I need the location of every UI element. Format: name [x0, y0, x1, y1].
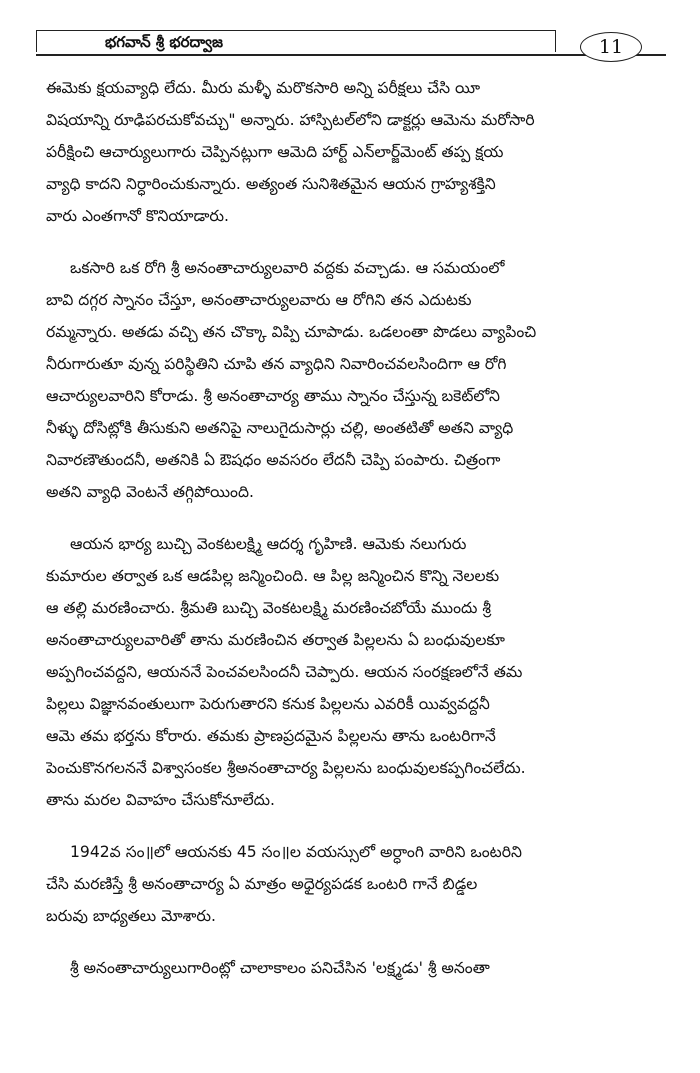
text-line: ఒకసారి ఒక రోగి శ్రీ అనంతాచార్యులవారి వద్దకు వచ్చాడు. ఆ సమయంలో	[70, 259, 505, 277]
text-line: కుమారుల తర్వాత ఒక ఆడపిల్ల జన్మించింది. ఆ పిల్ల జన్మించిన కొన్ని నెలలకు	[46, 567, 500, 585]
text-line: నీరుగారుతూ వున్న పరిస్థితిని చూపి తన వ్యాధిని నివారించవలసిందిగా ఆ రోగి	[46, 355, 507, 373]
paragraph-4	[46, 836, 658, 932]
text-line: ఆచార్యులవారిని కోరాడు. శ్రీ అనంతాచార్య తాము స్నానం చేస్తున్న బకెట్‌లోని	[46, 387, 500, 405]
header-title-box	[36, 30, 556, 52]
paragraph-2	[46, 252, 658, 508]
text-line: ఆమె తమ భర్తను కోరారు. తమకు ప్రాణప్రదమైన పిల్లలను తాను ఒంటరిగానే	[46, 727, 496, 745]
page-number: 11	[598, 36, 624, 58]
book-title: భగవాన్ శ్రీ భరద్వాజ	[105, 33, 223, 51]
text-line: విషయాన్ని రూఢిపరచుకోవచ్చు" అన్నారు. హాస్పిటల్‌లోని డాక్టర్లు ఆమెను మరోసారి	[46, 111, 535, 129]
text-line: వ్యాధి కాదని నిర్ధారించుకున్నారు. అత్యంత సునిశితమైన ఆయన గ్రాహ్యశక్తిని	[46, 175, 496, 193]
page-number-badge	[556, 34, 666, 70]
text-line: శ్రీ అనంతాచార్యులుగారింట్లో చాలాకాలం పనిచేసిన 'లక్ష్మడు' శ్రీ అనంతా	[70, 959, 490, 977]
text-line: నీళ్ళు దోసిట్లోకి తీసుకుని అతనిపై నాలుగైదుసార్లు చల్లి, అంతటితో అతని వ్యాధి	[46, 419, 514, 437]
text-line: చేసి మరణిస్తే శ్రీ అనంతాచార్య ఏ మాత్రం అధైర్యపడక ఒంటరి గానే బిడ్డల	[46, 875, 478, 893]
text-line: తాను మరల వివాహం చేసుకోనూలేదు.	[46, 791, 275, 809]
text-line: 1942వ సం॥లో ఆయనకు 45 సం॥ల వయస్సులో అర్ధాంగి వారిని ఒంటరిని	[70, 843, 522, 861]
text-line: అనంతాచార్యులవారితో తాను మరణించిన తర్వాత పిల్లలను ఏ బంధువులకూ	[46, 631, 505, 649]
text-line: బావి దగ్గర స్నానం చేస్తూ, అనంతాచార్యులవారు ఆ రోగిని తన ఎదుటకు	[46, 291, 472, 309]
text-line: పెంచుకొనగలననే విశ్వాసంకల శ్రీఅనంతాచార్య పిల్లలను బంధువులకప్పగించలేదు.	[46, 759, 526, 777]
text-line: బరువు బాధ్యతలు మోశారు.	[46, 907, 217, 925]
text-line: ఈమెకు క్షయవ్యాధి లేదు. మీరు మళ్ళీ మరొకసారి అన్ని పరీక్షలు చేసి యీ	[46, 79, 481, 97]
running-header	[36, 30, 666, 56]
text-line: పిల్లలు విజ్ఞానవంతులుగా పెరుగుతారని కనుక పిల్లలను ఎవరికీ యివ్వవద్దనీ	[46, 695, 490, 713]
text-line: రమ్మన్నారు. అతడు వచ్చి తన చొక్కా విప్పి చూపాడు. ఒడలంతా పొడలు వ్యాపించి	[46, 323, 537, 341]
paragraph-1	[46, 72, 658, 232]
text-line: వారు ఎంతగానో కొనియాడారు.	[46, 207, 229, 225]
page-body	[46, 72, 658, 1004]
text-line: అతని వ్యాధి వెంటనే తగ్గిపోయింది.	[46, 483, 254, 501]
paragraph-3	[46, 528, 658, 816]
text-line: పరీక్షించి ఆచార్యులుగారు చెప్పినట్లుగా ఆమెది హార్ట్ ఎన్‌లార్జ్‌మెంట్ తప్ప క్షయ	[46, 143, 504, 161]
text-line: అప్పగించవద్దని, ఆయననే పెంచవలసిందనీ చెప్పారు. ఆయన సంరక్షణలోనే తమ	[46, 663, 523, 681]
text-line: ఆ తల్లి మరణించారు. శ్రీమతి బుచ్చి వెంకటలక్ష్మి మరణించబోయే ముందు శ్రీ	[46, 599, 491, 617]
text-line: నివారణౌతుందనీ, అతనికి ఏ ఔషధం అవసరం లేదనీ చెప్పి పంపారు. చిత్రంగా	[46, 451, 501, 469]
text-line: ఆయన భార్య బుచ్చి వెంకటలక్ష్మి ఆదర్శ గృహిణి. ఆమెకు నలుగురు	[70, 535, 467, 553]
paragraph-5	[46, 952, 658, 984]
